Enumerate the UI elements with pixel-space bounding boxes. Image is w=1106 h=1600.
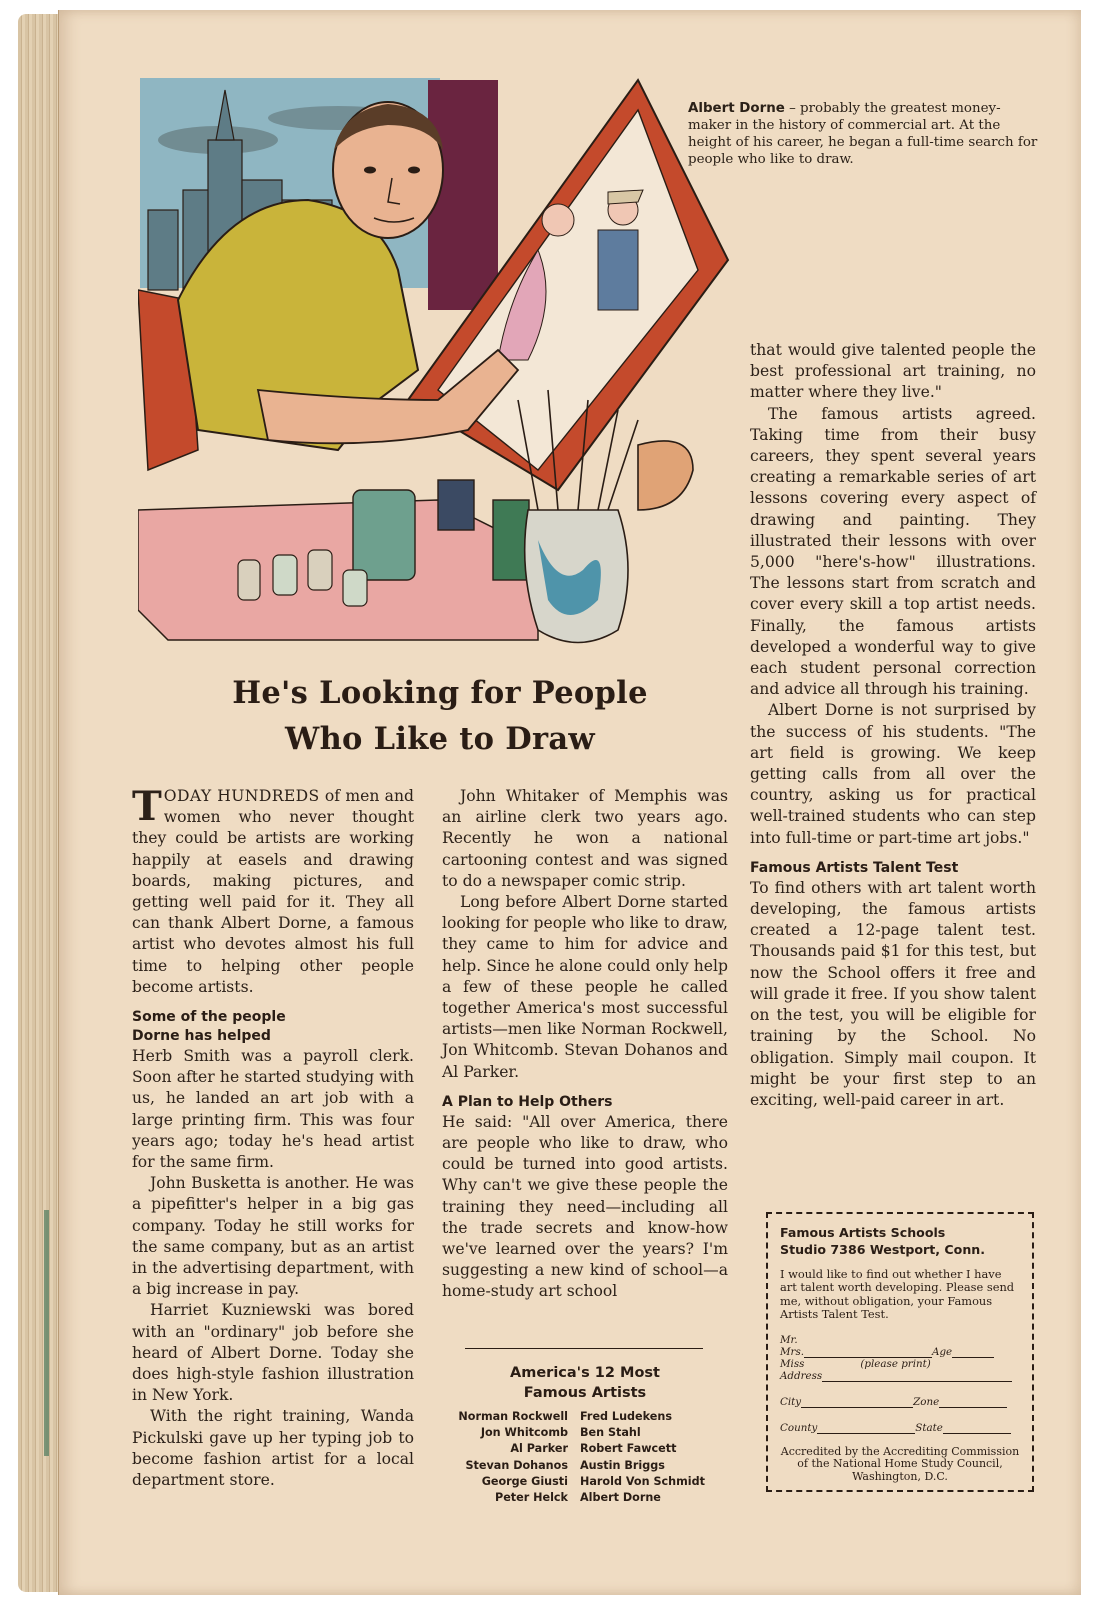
- coupon-studio: Studio 7386 Westport, Conn.: [780, 1242, 986, 1257]
- subhead: A Plan to Help Others: [442, 1093, 613, 1110]
- paragraph-text: of men and women who never thought they could be artists are working happily at easels and drawing boards, making pictures, and getting well paid for it. They all can thank Albert Dorne, a famous artist who devotes almost his full time to helping other people become artists.: [132, 787, 414, 996]
- list-item: [440, 1441, 740, 1457]
- age-line[interactable]: [952, 1357, 994, 1358]
- paragraph: With the right training, Wanda Pickulski gave up her typing job to become fashion artist for a local department store.: [132, 1407, 414, 1490]
- subhead: [132, 1008, 414, 1046]
- artist-name: Ben Stahl: [580, 1426, 641, 1440]
- address-label: Address: [780, 1369, 823, 1382]
- paragraph: John Whitaker of Memphis was an airline clerk two years ago. Recently he won a national cartooning contest and was signed to do a newspaper comic strip.: [442, 787, 728, 890]
- artist-name: Fred Ludekens: [580, 1410, 672, 1423]
- accreditation-note: Accredited by the Accrediting Commission of the National Home Study Council, Washington, D.C.: [780, 1444, 1020, 1483]
- article-column-2: [442, 786, 728, 1303]
- spine-mark: [44, 1210, 49, 1456]
- artist-name: Harold Von Schmidt: [580, 1474, 705, 1488]
- famous-artists-title-line-1: America's 12 Most: [510, 1365, 660, 1381]
- city-line[interactable]: [801, 1407, 913, 1408]
- paragraph: Long before Albert Dorne started looking for people who like to draw, they came to him for advice and help. Since he alone could only help a few of these people he called together America's most successful artists—men like Norman Rockwell, Jon Whitcomb. Stevan Dohanos and Al Parker.: [442, 893, 728, 1081]
- artist-name: Albert Dorne: [580, 1491, 661, 1505]
- state-label: State: [915, 1421, 943, 1434]
- zone-line[interactable]: [939, 1407, 1007, 1408]
- famous-artists-title: [440, 1363, 730, 1403]
- miss-label: Miss: [780, 1357, 805, 1370]
- subhead: Famous Artists Talent Test: [750, 859, 959, 876]
- famous-artists-title-line-2: Famous Artists: [523, 1385, 647, 1401]
- city-label: City: [780, 1395, 802, 1408]
- artist-name: Stevan Dohanos: [465, 1458, 568, 1472]
- article-column-3: [750, 340, 1036, 1111]
- illustration-caption: [688, 100, 1038, 168]
- headline-line-1: He's Looking for People: [232, 675, 648, 711]
- zone-label: Zone: [913, 1395, 940, 1408]
- county-row: [780, 1422, 1020, 1434]
- article-column-1: [132, 783, 414, 1491]
- artist-name: Norman Rockwell: [458, 1410, 568, 1423]
- caption-text: – probably the greatest money-maker in the history of commercial art. At the height of his career, he began a full-time search for people who like to draw.: [688, 101, 1038, 167]
- mail-coupon: [766, 1212, 1034, 1492]
- mrs-label: Mrs.: [780, 1345, 805, 1358]
- paragraph: Albert Dorne is not surprised by the success of his students. "The art field is growing. We keep getting calls from all over the country, asking us for practical well-trained students who can step into full-time or part-time art jobs.": [750, 701, 1036, 847]
- list-item: [440, 1474, 740, 1490]
- paragraph: John Busketta is another. He was a pipefitter's helper in a big gas company. Today he still works for the same company, but as an artist in the advertising department, with a big increase in pay.: [132, 1174, 414, 1299]
- paragraph: Harriet Kuzniewski was bored with an "ordinary" job before she heard of Albert Dorne. Today she does high-style fashion illustration in New York.: [132, 1301, 414, 1405]
- name-field-label: [780, 1334, 1020, 1382]
- coupon-body: I would like to find out whether I have art talent worth developing. Please send me, without obligation, your Famous Artists Talent Test.: [780, 1267, 1015, 1322]
- subhead-line-2: Dorne has helped: [132, 1028, 271, 1045]
- lead-in: ODAY HUNDREDS: [163, 787, 320, 805]
- famous-artists-list: [440, 1409, 740, 1506]
- albert-dorne-illustration: [138, 70, 738, 660]
- artist-name: Al Parker: [510, 1442, 568, 1456]
- city-row: [780, 1396, 1020, 1408]
- coupon-school: Famous Artists Schools: [780, 1225, 946, 1240]
- artist-name: George Giusti: [481, 1474, 568, 1488]
- subhead-line-1: Some of the people: [132, 1009, 286, 1026]
- caption-name: Albert Dorne: [688, 101, 785, 116]
- artist-name: Austin Briggs: [580, 1458, 665, 1472]
- age-label: Age: [932, 1345, 953, 1358]
- artist-name: Jon Whitcomb: [480, 1426, 568, 1440]
- drop-cap: T: [132, 783, 162, 830]
- county-line[interactable]: [817, 1433, 915, 1434]
- paragraph: Herb Smith was a payroll clerk. Soon after he started studying with us, he landed an art job with a large printing firm. This was four years ago; today he's head artist for the same firm.: [132, 1047, 414, 1172]
- paragraph: He said: "All over America, there are people who like to draw, who could be turned into good artists. Why can't we give these people the training they need—including all the trade secrets and know-how we've learned over the years? I'm suggesting a new kind of school—a home-study art school: [442, 1112, 728, 1301]
- paragraph: To find others with art talent worth developing, the famous artists created a 12-page talent test. Thousands paid $1 for this test, but now the School offers it free and will grade it free. If you show talent on the test, you will be eligible for training by the School. No obligation. Simply mail coupon. It might be your first step to an exciting, well-paid career in art.: [750, 878, 1036, 1109]
- list-item: [440, 1425, 740, 1441]
- address-line[interactable]: [822, 1381, 1012, 1382]
- list-item: [440, 1458, 740, 1474]
- please-print-note: (please print): [860, 1357, 931, 1370]
- paragraph: that would give talented people the best professional art training, no matter where they live.": [750, 341, 1036, 402]
- list-item: [440, 1490, 740, 1506]
- state-line[interactable]: [943, 1433, 1011, 1434]
- paragraph: [132, 783, 414, 998]
- artist-name: Peter Helck: [495, 1491, 568, 1505]
- headline: [130, 670, 750, 762]
- paragraph: The famous artists agreed. Taking time from their busy careers, they spent several years creating a remarkable series of art lessons covering every aspect of drawing and painting. They illustrated their lessons with over 5,000 "here's-how" illustrations. The lessons start from scratch and cover every skill a top artist needs. Finally, the famous artists developed a wonderful way to give each student personal correction and advice all through his training.: [750, 404, 1036, 699]
- mr-label: Mr.: [780, 1333, 798, 1346]
- artist-name: Robert Fawcett: [580, 1442, 677, 1456]
- headline-line-2: Who Like to Draw: [285, 721, 595, 757]
- county-label: County: [780, 1421, 818, 1434]
- divider: [465, 1348, 703, 1349]
- list-item: [440, 1409, 740, 1425]
